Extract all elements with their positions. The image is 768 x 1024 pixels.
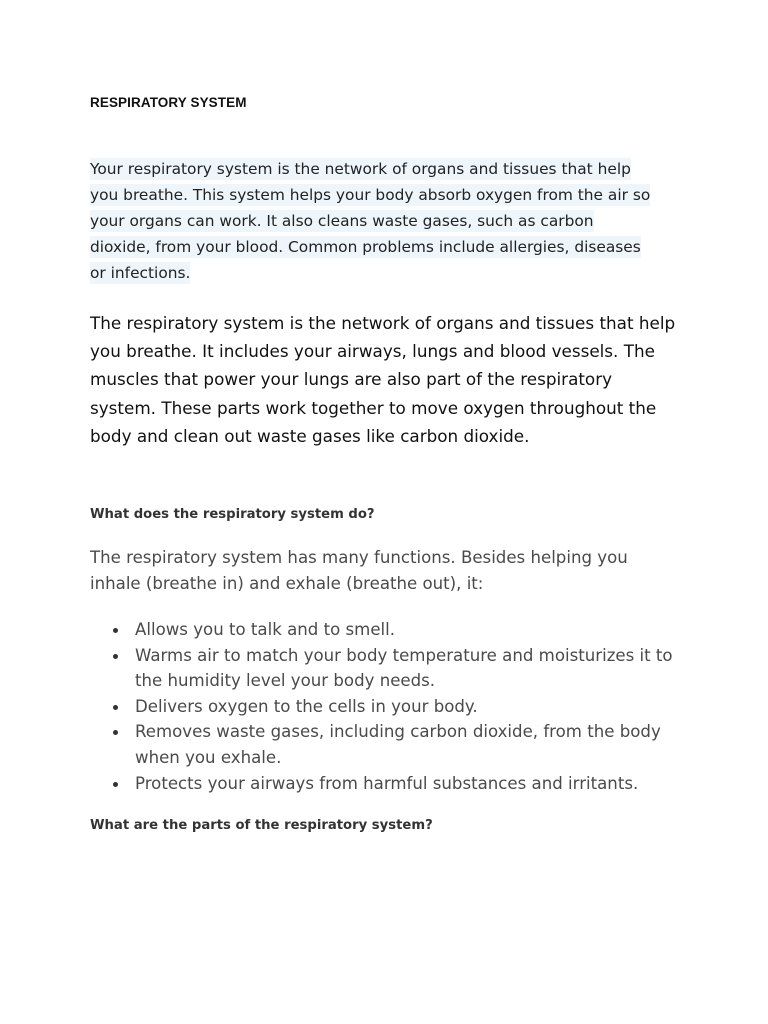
intro-highlight: Your respiratory system is the network of organs and tissues that help you breathe. This system helps your body absorb oxygen from the air so your organs can work. It also cleans waste gases, such as carbon dioxide, from your blood. Common problems include allergies, diseases or infections.: [90, 160, 651, 282]
bullet-icon: [113, 628, 118, 633]
functions-intro-paragraph: The respiratory system has many functions. Besides helping you inhale (breathe in) and exhale (breathe out), it:: [90, 548, 628, 593]
list-item-text: Removes waste gases, including carbon dioxide, from the body when you exhale.: [135, 722, 661, 767]
list-item-text: Delivers oxygen to the cells in your body.: [135, 696, 478, 716]
bullet-icon: [113, 654, 118, 659]
list-item-text: Protects your airways from harmful substances and irritants.: [135, 773, 639, 793]
bullet-icon: [113, 730, 118, 735]
list-item: [90, 694, 690, 720]
list-item: [90, 617, 690, 643]
list-item: [90, 719, 690, 770]
functions-heading: What does the respiratory system do?: [90, 507, 375, 522]
list-item: [90, 771, 690, 797]
list-item: [90, 643, 690, 694]
functions-list: [90, 617, 690, 796]
parts-heading: What are the parts of the respiratory system?: [90, 818, 433, 833]
overview-paragraph: The respiratory system is the network of organs and tissues that help you breathe. It includes your airways, lungs and blood vessels. The muscles that power your lungs are also part of the respiratory system. These parts work together to move oxygen throughout the body and clean out waste gases like carbon dioxide.: [90, 313, 676, 446]
list-item-text: Allows you to talk and to smell.: [135, 620, 396, 639]
intro-paragraph: [90, 156, 658, 286]
page-title: RESPIRATORY SYSTEM: [90, 95, 247, 110]
bullet-icon: [113, 782, 118, 787]
bullet-icon: [113, 705, 118, 710]
list-item-text: Warms air to match your body temperature and moisturizes it to the humidity level your body needs.: [135, 645, 673, 691]
